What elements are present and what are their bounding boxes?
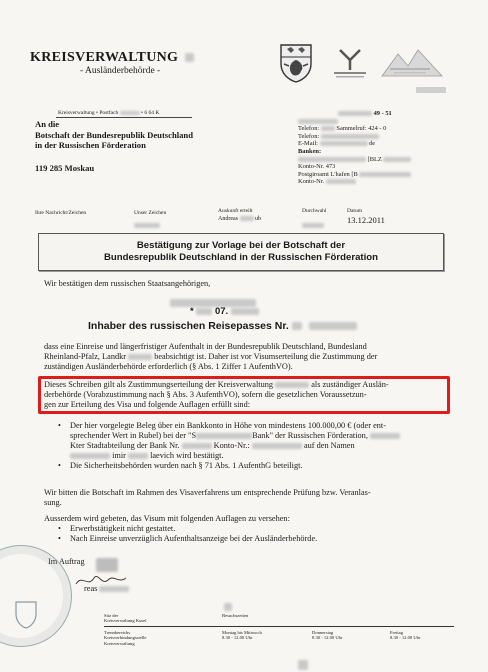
on-behalf-label: Im Auftrag	[48, 557, 85, 566]
highlight-box	[38, 376, 450, 414]
certification-logo-icon	[330, 48, 370, 80]
coat-of-arms-icon	[278, 42, 314, 84]
list-item: • Die Sicherheitsbehörden wurden nach § 71 Abs. 1 AufenthG beteiligt.	[56, 461, 448, 471]
recipient-address: An die Botschaft der Bundesrepublik Deutschland in der Russischen Förderation	[35, 119, 193, 150]
list-item: • Erwerbstätigkeit nicht gestattet.	[56, 524, 317, 534]
ref-extension-label: Durchwahl	[302, 208, 327, 214]
scan-mark	[224, 598, 232, 616]
birth-date-line: * 07.	[190, 306, 259, 317]
ref-our-sign-label: Unser Zeichen	[134, 210, 167, 216]
mountain-logo-icon	[380, 46, 444, 82]
footer-col-thursday: Donnerstag 8.30 - 12.00 Uhr	[312, 630, 343, 641]
org-subtitle: - Ausländerbehörde -	[80, 66, 161, 76]
footer-col-friday: Freitag 8.30 - 12.00 Uhr	[390, 630, 421, 641]
footer-visiting-hours-label: Besuchszeiten	[222, 613, 249, 618]
ref-date-value: 13.12.2011	[347, 215, 385, 225]
visa-conditions-list	[56, 524, 317, 544]
list-item: • Nach Einreise unverzüglich Aufenthaltsanzeige bei der Ausländerbehörde.	[56, 534, 317, 544]
subject-box: Bestätigung zur Vorlage bei der Botschaft der Bundesrepublik Deutschland in der Russischen Förderation	[38, 233, 444, 271]
paragraph-consent: Dieses Schreiben gilt als Zustimmungserteilung der Kreisverwaltung als zuständiger Auslän- derbehörde (Vorabzustimmung nach § Abs. 3 AufenthVO), sofern die gesetzlichen Voraussetzun- gen zur Erteilung des Visa und folgende Auflagen erfüllt sind:	[44, 380, 389, 409]
conditions-list	[56, 421, 448, 471]
org-title	[30, 50, 194, 66]
ref-info-label: Auskunft erteilt	[218, 208, 253, 214]
recipient-city: 119 285 Moskau	[35, 163, 95, 173]
footer-col-seat: Sitz der Kreisverwaltung Kusel	[104, 613, 147, 624]
contact-block: 49 - 51 Telefon: Sammelruf: 424 - 0 Telefon: E-Mail: de Banken: [BLZ Konto-Nr. 473 Postgiroamt L'hafen [B Konto-Nr.	[298, 110, 411, 186]
ref-your-message-label: Ihre Nachricht/Zeichen	[35, 210, 87, 216]
paragraph-conditions-intro: Ausserdem wird gebeten, das Visum mit folgenden Auflagen zu versehen:	[44, 514, 290, 523]
paragraph-purpose: dass eine Einreise und längerfristiger Aufenthalt in der Bundesrepublik Deutschland, Bundesland Rheinland-Pfalz, Landkr beabsichtigt ist. Daher ist vor Visumserteilung die Zustimmung der zuständigen Ausländerbehörde erforderlich (§ Abs. 1 Ziffer 1 AufenthVO).	[44, 342, 378, 371]
list-item: • Der hier vorgelegte Beleg über ein Bankkonto in Höhe von mindestens 100.000,00 € (oder ent- sprechender Wert in Rubel) bei der "S Bank" der Russischen Förderation, Kter Stadtabteilung der Bank Nr. Konto-Nr.: auf den Namen imir laevich wird bestätigt.	[56, 421, 448, 461]
number-stamp-icon	[416, 86, 446, 94]
footer-col-mon-wed: Montag bis Mittwoch 8.30 - 12.00 Uhr	[222, 630, 262, 641]
paragraph-request: Wir bitten die Botschaft im Rahmen des Visaverfahrens um entsprechende Prüfung bzw. Veranlas- sung.	[44, 488, 371, 507]
ref-info-value: Andreas ub	[218, 216, 261, 222]
sender-line: Kreisverwaltung • Postfach • 6 64 K	[58, 110, 160, 116]
redacted-block	[185, 53, 194, 62]
intro-text: Wir bestätigen dem russischen Staatsangehörigen,	[44, 279, 211, 288]
passport-line: Inhaber des russischen Reisepasses Nr.	[88, 320, 357, 332]
org-name: KREISVERWALTUNG	[30, 50, 179, 65]
scan-mark	[298, 656, 308, 672]
footer-divider	[104, 626, 454, 627]
footer-col-department: Trennbereichs Kreisverbindungsstelle Kreisverwaltung	[104, 630, 147, 646]
ref-date-label: Datum	[347, 208, 362, 214]
stamp-crest-icon	[14, 600, 38, 630]
signer-name: reas	[84, 584, 129, 594]
sender-divider	[56, 117, 192, 118]
